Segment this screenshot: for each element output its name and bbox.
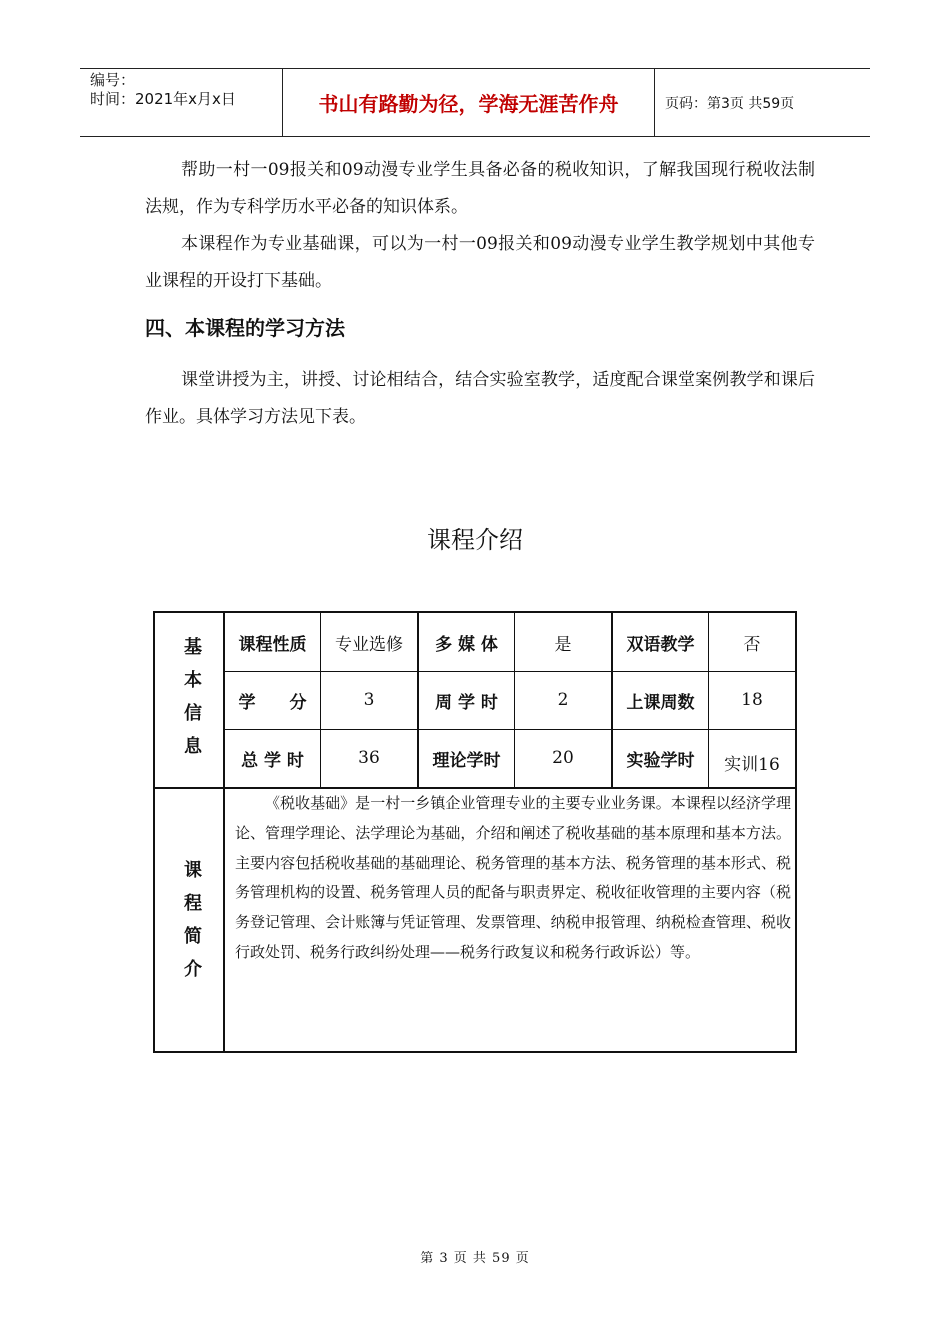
- bilingual-label: 双语教学: [626, 634, 695, 655]
- document-date-label: 时间：2021年x月x日: [90, 90, 236, 108]
- weekly-hours-label: 周 学 时: [435, 692, 498, 713]
- lab-hours-label: 实验学时: [626, 750, 695, 771]
- table-title: 课程介绍: [427, 526, 523, 554]
- total-hours-label: 总 学 时: [241, 750, 304, 771]
- total-hours-value: 36: [358, 748, 380, 768]
- theory-hours-value: 20: [552, 748, 574, 768]
- weeks-label: 上课周数: [626, 692, 695, 713]
- header-meta: [90, 71, 236, 109]
- multimedia-label: 多 媒 体: [435, 634, 498, 655]
- header-motto: 书山有路勤为径，学海无涯苦作舟: [318, 92, 619, 116]
- lab-hours-value: 实训16: [724, 754, 780, 775]
- credits-label: 学 分: [238, 692, 307, 713]
- page-header: [80, 68, 870, 137]
- section-heading: 四、本课程的学习方法: [145, 316, 345, 340]
- basic-info-label: 基本信息: [181, 637, 202, 769]
- credits-value: 3: [363, 690, 375, 710]
- bilingual-value: 否: [743, 634, 761, 655]
- theory-hours-label: 理论学时: [432, 750, 501, 771]
- course-info-table: [153, 611, 797, 1053]
- weeks-value: 18: [741, 690, 763, 710]
- page-footer: 第 3 页 共 59 页: [420, 1251, 530, 1266]
- header-divider: [654, 69, 655, 136]
- body-paragraph: 帮助一村一09报关和09动漫专业学生具备必备的税收知识，了解我国现行税收法制法规，作为专科学历水平必备的知识体系。: [145, 160, 815, 217]
- multimedia-value: 是: [554, 634, 572, 655]
- header-page-number: 页码：第3页 共59页: [665, 96, 795, 112]
- course-type-label: 课程性质: [238, 634, 307, 655]
- weekly-hours-value: 2: [557, 690, 569, 710]
- course-intro-text: 《税收基础》是一村一乡镇企业管理专业的主要专业业务课。本课程以经济学理论、管理学理论、法学理论为基础，介绍和阐述了税收基础的基本原理和基本方法。主要内容包括税收基础的基础理论、税务管理的基本方法、税务管理的基本形式、税务管理机构的设置、税务管理人员的配备与职责界定、税收征收管理的主要内容（税务登记管理、会计账簿与凭证管理、发票管理、纳税申报管理、纳税检查管理、税收行政处罚、税务行政纠纷处理——税务行政复议和税务行政诉讼）等。: [235, 794, 791, 961]
- document-number-label: 编号：: [90, 71, 136, 89]
- course-intro-label: 课程简介: [181, 860, 202, 992]
- body-paragraph: 本课程作为专业基础课，可以为一村一09报关和09动漫专业学生教学规划中其他专业课程的开设打下基础。: [145, 234, 815, 291]
- body-paragraph: 课堂讲授为主，讲授、讨论相结合，结合实验室教学，适度配合课堂案例教学和课后作业。具体学习方法见下表。: [145, 370, 815, 427]
- course-type-value: 专业选修: [335, 634, 403, 655]
